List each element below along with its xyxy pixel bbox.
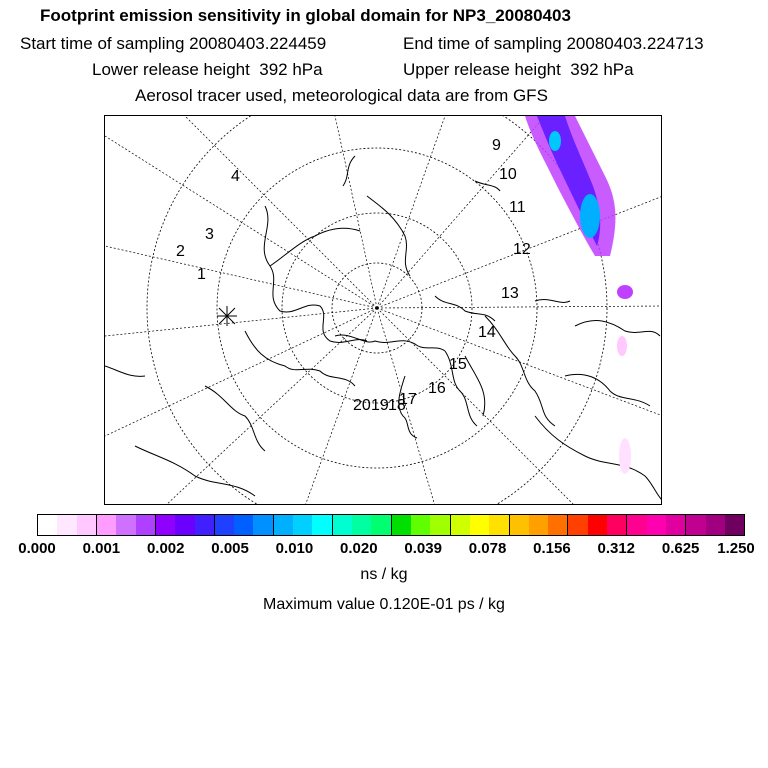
- colorbar-segment: [195, 515, 215, 535]
- colorbar-tick-label: 0.001: [82, 540, 121, 557]
- trajectory-label: 9: [492, 137, 501, 154]
- colorbar-segment: [588, 515, 607, 535]
- trajectory-label: 12: [513, 241, 531, 258]
- colorbar-tick-label: 0.625: [661, 540, 700, 557]
- colorbar-tick-label: 0.039: [404, 540, 442, 557]
- colorbar-segment: [725, 515, 744, 535]
- colorbar-tick-label: 0.078: [468, 540, 507, 557]
- colorbar-segment: [706, 515, 725, 535]
- trajectory-label: 4: [231, 168, 240, 185]
- colorbar-tick-label: 0.005: [211, 540, 249, 557]
- colorbar-segment: [489, 515, 509, 535]
- trajectory-label: 17: [399, 391, 417, 408]
- colorbar-segment: [451, 515, 470, 535]
- colorbar-segment: [607, 515, 627, 535]
- colorbar-tick-label: 0.000: [18, 540, 56, 557]
- colorbar-segment: [116, 515, 135, 535]
- trajectory-label: 18: [388, 397, 406, 414]
- colorbar-segment: [215, 515, 234, 535]
- sensitivity-plume: [525, 116, 633, 474]
- trajectory-label: 19: [371, 397, 389, 414]
- colorbar-segment: [38, 515, 57, 535]
- start-time-label: Start time of sampling 20080403.224459: [20, 34, 327, 53]
- trajectory-label: 16: [428, 380, 446, 397]
- trajectory-label: 10: [499, 166, 517, 183]
- colorbar-segment: [430, 515, 450, 535]
- colorbar-segment: [568, 515, 587, 535]
- colorbar-segment: [77, 515, 97, 535]
- colorbar-segment: [57, 515, 76, 535]
- colorbar-segment: [470, 515, 489, 535]
- trajectory-label: 20: [353, 397, 371, 414]
- colorbar-segment: [392, 515, 411, 535]
- trajectory-label: 11: [509, 199, 526, 216]
- colorbar-segment: [175, 515, 194, 535]
- map-canvas: [105, 116, 662, 505]
- colorbar-segment: [253, 515, 273, 535]
- trajectory-label: 13: [501, 285, 519, 302]
- lower-release-label: Lower release height 392 hPa: [92, 60, 323, 79]
- colorbar-tick-label: 0.002: [146, 540, 185, 557]
- colorbar-tick-label: 0.312: [597, 540, 636, 557]
- tracer-note: Aerosol tracer used, meteorological data are from GFS: [135, 86, 548, 105]
- colorbar-segment: [293, 515, 312, 535]
- trajectory-label: 2: [176, 243, 185, 260]
- trajectory-label: 1: [197, 266, 206, 283]
- colorbar-segment: [136, 515, 156, 535]
- colorbar-segment: [647, 515, 666, 535]
- end-time-label: End time of sampling 20080403.224713: [403, 34, 704, 53]
- colorbar-segment: [371, 515, 391, 535]
- colorbar-segment: [352, 515, 371, 535]
- trajectory-label: 15: [449, 356, 467, 373]
- colorbar-tick-label: 0.010: [275, 540, 314, 557]
- colorbar-segment: [274, 515, 293, 535]
- colorbar-segment: [686, 515, 705, 535]
- colorbar-segment: [548, 515, 568, 535]
- colorbar-segment: [666, 515, 686, 535]
- colorbar-segment: [529, 515, 548, 535]
- trajectory-label: 14: [478, 324, 496, 341]
- colorbar-segment: [156, 515, 175, 535]
- units-label: ns / kg: [360, 566, 408, 583]
- colorbar-segment: [234, 515, 253, 535]
- trajectory-label: 3: [205, 226, 214, 243]
- maximum-value-label: Maximum value 0.120E-01 ps / kg: [263, 596, 505, 613]
- upper-release-label: Upper release height 392 hPa: [403, 60, 634, 79]
- colorbar-segment: [411, 515, 430, 535]
- colorbar-tick-label: 0.020: [340, 540, 378, 557]
- release-marker: [217, 306, 237, 326]
- colorbar: [37, 514, 745, 536]
- colorbar-tick-label: 1.250: [717, 540, 755, 557]
- polar-map: [104, 115, 662, 505]
- colorbar-segment: [312, 515, 332, 535]
- colorbar-segment: [97, 515, 116, 535]
- colorbar-segment: [333, 515, 352, 535]
- colorbar-segment: [510, 515, 529, 535]
- colorbar-tick-label: 0.156: [533, 540, 571, 557]
- colorbar-segment: [627, 515, 646, 535]
- chart-title: Footprint emission sensitivity in global domain for NP3_20080403: [40, 6, 571, 25]
